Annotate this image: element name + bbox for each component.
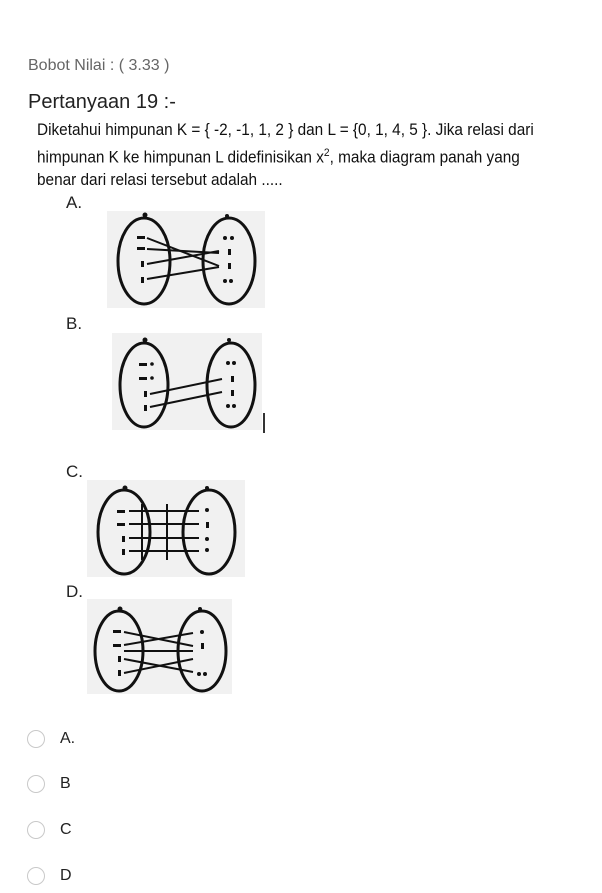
arrow-diagram-d-image	[87, 599, 232, 694]
answer-choice-label: C	[60, 821, 72, 838]
question-line-2	[37, 142, 554, 169]
answer-choice-c[interactable]	[27, 820, 72, 840]
exponent: 2	[323, 146, 330, 159]
figure-option-c-label: C.	[66, 462, 83, 481]
answer-choice-a[interactable]	[27, 729, 75, 749]
question-line-1: Diketahui himpunan K = { -2, -1, 1, 2 } dan L = {0, 1, 4, 5 }. Jika relasi dari	[37, 121, 534, 139]
question-line-2-start: himpunan K ke himpunan L didefinisikan x	[37, 148, 324, 166]
figure-option-d-label: D.	[66, 582, 83, 601]
figure-option-b-label: B.	[66, 314, 83, 333]
arrow-diagram-d-icon	[87, 599, 232, 694]
arrow-diagram-b-image	[112, 333, 262, 430]
question-line-2-end: , maka diagram panah yang	[329, 148, 520, 166]
answer-choice-b[interactable]	[27, 774, 71, 794]
radio-button[interactable]	[27, 867, 45, 885]
arrow-diagram-b-icon	[112, 333, 262, 430]
answer-choice-label: A.	[60, 730, 76, 747]
answer-choice-label: B	[60, 775, 71, 792]
question-line-3: benar dari relasi tersebut adalah .....	[37, 170, 283, 189]
text-cursor	[263, 413, 265, 433]
question-text	[37, 119, 554, 191]
answer-choice-d[interactable]	[27, 866, 72, 886]
arrow-diagram-a-icon	[107, 211, 265, 308]
radio-button[interactable]	[27, 821, 45, 839]
arrow-diagram-c-image	[87, 480, 245, 577]
score-weight: Bobot Nilai : ( 3.33 )	[28, 57, 170, 74]
answer-choice-label: D	[60, 867, 72, 884]
radio-button[interactable]	[27, 775, 45, 793]
arrow-diagram-a-image	[107, 211, 265, 308]
question-title: Pertanyaan 19 :-	[28, 91, 176, 113]
radio-button[interactable]	[27, 730, 45, 748]
arrow-diagram-c-icon	[87, 480, 245, 577]
figure-option-a-label: A.	[66, 193, 83, 212]
